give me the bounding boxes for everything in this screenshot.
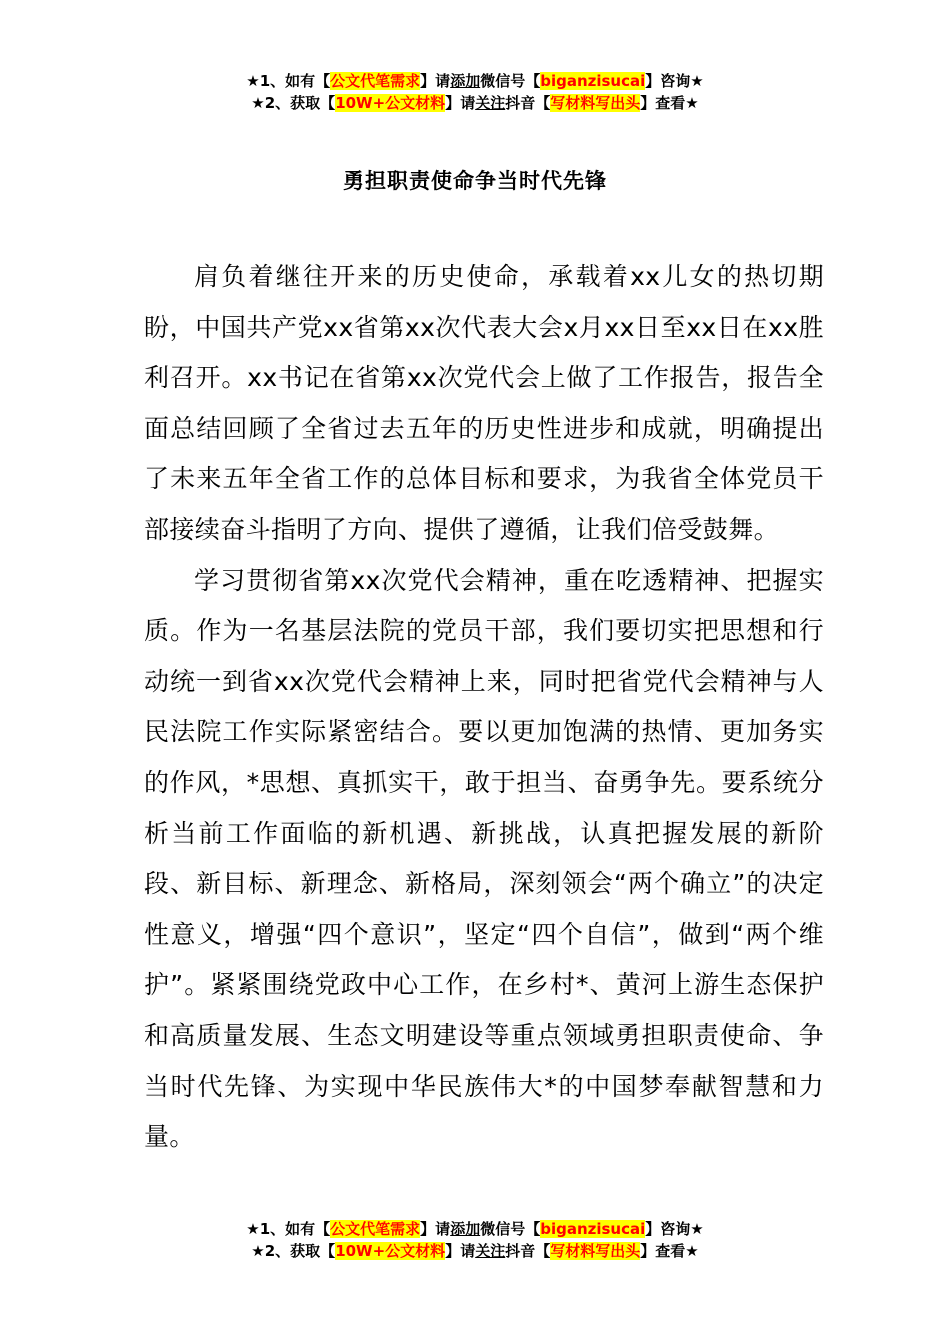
promo-highlight: 10W+公文材料 — [335, 94, 446, 112]
promo-text: 】请 — [420, 1220, 451, 1238]
wechat-id-highlight: biganzisucai — [540, 1220, 646, 1238]
promo-highlight: 公文代笔需求 — [330, 1220, 421, 1238]
promo-header — [0, 70, 950, 114]
promo-text: ★2、获取【 — [251, 94, 336, 112]
promo-highlight: 10W+公文材料 — [335, 1242, 446, 1260]
promo-text: 】请 — [445, 94, 476, 112]
promo-underlined: 关注 — [475, 1242, 506, 1260]
promo-underlined: 添加 — [450, 1220, 481, 1238]
paragraph: 学习贯彻省第xx次党代会精神，重在吃透精神、把握实质。作为一名基层法院的党员干部，我们要切实把思想和行动统一到省xx次党代会精神上来，同时把省党代会精神与人民法院工作实际紧密结合。要以更加饱满的热情、更加务实的作风，*思想、真抓实干，敢于担当、奋勇争先。要系统分析当前工作面临的新机遇、新挑战，认真把握发展的新阶段、新目标、新理念、新格局，深刻领会“两个确立”的决定性意义，增强“四个意识”，坚定“四个自信”，做到“两个维护”。紧紧围绕党政中心工作，在乡村*、黄河上游生态保护和高质量发展、生态文明建设等重点领域勇担职责使命、争当时代先锋、为实现中华民族伟大*的中国梦奉献智慧和力量。 — [144, 565, 824, 1152]
promo-text: 】查看★ — [640, 1242, 699, 1260]
promo-text: 微信号【 — [480, 72, 541, 90]
promo-underlined: 关注 — [475, 94, 506, 112]
promo-text: ★1、如有【 — [246, 1220, 331, 1238]
promo-text: 】请 — [445, 1242, 476, 1260]
promo-footer — [0, 1218, 950, 1262]
document-title: 勇担职责使命争当时代先锋 — [343, 169, 607, 193]
promo-highlight: 公文代笔需求 — [330, 72, 421, 90]
douyin-id-highlight: 写材料写出头 — [550, 94, 641, 112]
promo-text: ★2、获取【 — [251, 1242, 336, 1260]
promo-text: 抖音【 — [505, 94, 551, 112]
promo-line-2 — [0, 92, 950, 114]
promo-text: 抖音【 — [505, 1242, 551, 1260]
promo-text: 微信号【 — [480, 1220, 541, 1238]
paragraph: 肩负着继往开来的历史使命，承载着xx儿女的热切期盼，中国共产党xx省第xx次代表大会x月xx日至xx日在xx胜利召开。xx书记在省第xx次党代会上做了工作报告，报告全面总结回顾了全省过去五年的历史性进步和成就，明确提出了未来五年全省工作的总体目标和要求，为我省全体党员干部接续奋斗指明了方向、提供了遵循，让我们倍受鼓舞。 — [144, 262, 824, 544]
promo-underlined: 添加 — [450, 72, 481, 90]
promo-text: ★1、如有【 — [246, 72, 331, 90]
wechat-id-highlight: biganzisucai — [540, 72, 646, 90]
promo-text: 】请 — [420, 72, 451, 90]
promo-text: 】咨询★ — [645, 1220, 704, 1238]
document-body — [144, 252, 824, 1163]
promo-line-2 — [0, 1240, 950, 1262]
promo-line-1 — [0, 70, 950, 92]
promo-line-1 — [0, 1218, 950, 1240]
douyin-id-highlight: 写材料写出头 — [550, 1242, 641, 1260]
promo-text: 】咨询★ — [645, 72, 704, 90]
promo-text: 】查看★ — [640, 94, 699, 112]
